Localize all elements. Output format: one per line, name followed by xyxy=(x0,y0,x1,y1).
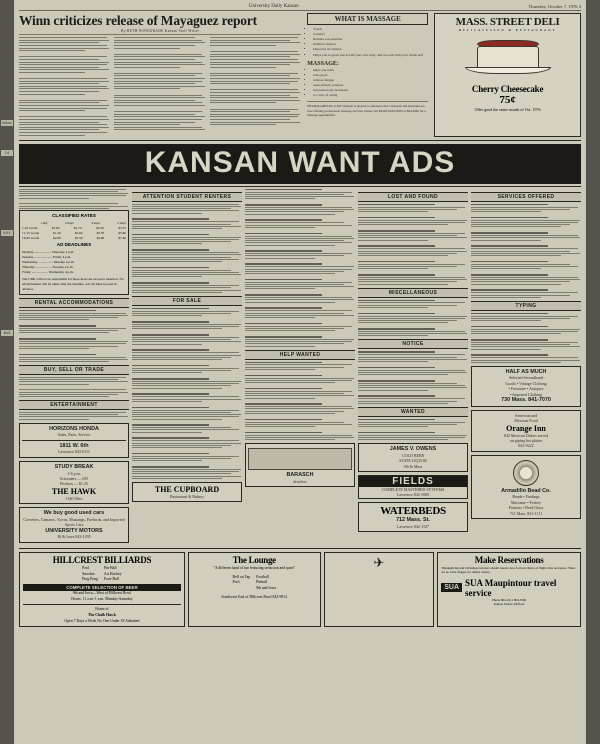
story-column xyxy=(210,37,301,137)
deli-subtitle: DELICATESSEN & RESTAURANT xyxy=(458,28,557,32)
edge-chip: Bell xyxy=(1,330,13,336)
list-item: • relieves fatigue xyxy=(313,78,428,83)
deli-offer-note: Offer good the entire month of Oct. 1976 xyxy=(474,107,541,112)
bottom-advertisement-strip xyxy=(19,548,581,628)
hillcrest-location: 9th and Iowa—West of Hillcrest Bowl xyxy=(72,590,132,595)
masthead-title: University Daily Kansan xyxy=(248,4,299,9)
half-as-much-title: HALF AS MUCH xyxy=(505,368,547,375)
lounge-title: The Lounge xyxy=(232,554,276,565)
travel-title: Make Reservations xyxy=(474,554,544,565)
hillcrest-item: Pool xyxy=(82,565,90,570)
owens-line-2: STATE LIQUOR xyxy=(399,458,427,464)
page-sheet xyxy=(14,0,586,744)
classified-column-2 xyxy=(132,189,242,546)
hillcrest-item: Pin-Ball xyxy=(103,565,117,570)
travel-location: Kansas Union, 4th floor xyxy=(493,602,525,607)
travel-copy: Thanksgiving and Christmas travelers should reserve now for best choice of flight, time and space. There are no extra charges for airline tickets. xyxy=(441,565,576,575)
barasch-subtitle: Jewelers xyxy=(293,478,307,484)
category-heading: FOR SALE xyxy=(132,296,242,306)
armadillo-address: 711 Mass. 841-1111 xyxy=(509,510,543,516)
barasch-ad[interactable] xyxy=(245,443,355,487)
half-as-much-ad[interactable] xyxy=(471,366,581,407)
list-item: • is a way of caring xyxy=(313,93,428,98)
hillcrest-hours: Hours: 11 a.m.-1 a.m. Monday-Saturday xyxy=(71,596,133,601)
sua-logo-icon: SUA xyxy=(441,583,462,592)
list-item: • Relieves tension xyxy=(313,42,423,47)
classified-intro xyxy=(19,189,129,209)
lead-story-columns xyxy=(19,37,301,137)
hawk-address: 1340 Ohio xyxy=(65,495,83,501)
orange-inn-line-4: 842 Mexican Dishes served xyxy=(503,432,549,438)
orange-inn-ad[interactable] xyxy=(471,410,581,452)
ad-listings xyxy=(245,362,355,441)
rate-value: $1.75 xyxy=(74,225,82,230)
barasch-illustration xyxy=(248,448,352,470)
table-row xyxy=(22,236,126,241)
classified-column-4 xyxy=(358,189,468,546)
top-news-block xyxy=(19,13,581,141)
rate-label: 1-10 words xyxy=(22,225,38,230)
owens-ad[interactable] xyxy=(358,443,468,472)
category-heading: SERVICES OFFERED xyxy=(471,192,581,202)
hillcrest-beer-line: COMPLETE SELECTION OF BEER xyxy=(23,584,181,591)
orange-inn-title: Orange Inn xyxy=(506,423,546,433)
hillcrest-item: Air Hockey xyxy=(103,571,122,576)
used-cars-title: We buy good used cars xyxy=(43,510,105,517)
used-cars-dealer: UNIVERSITY MOTORS xyxy=(45,527,103,534)
masthead-date: Thursday, October 7, 1976 3 xyxy=(528,4,581,9)
hawk-ad[interactable] xyxy=(19,461,129,504)
category-heading: BUY, SELL OR TRADE xyxy=(19,365,129,375)
rate-value: $2.50 xyxy=(96,225,104,230)
massage-footer: HEADQUARTERS at 804 Vermont is pleased to announce that a masseur and masseuse are now offering professional massage services. Please call READ MASTERS at 864-4696 for a massage appointment. xyxy=(307,101,428,117)
orange-inn-phone: 843-9222 xyxy=(518,443,534,449)
category-heading: MISCELLANEOUS xyxy=(358,288,468,298)
half-as-much-line-2: Goods • Vintage Clothing xyxy=(505,380,547,386)
fields-subtitle: COMPLETE MASTERED SYSTEMS xyxy=(381,487,445,493)
lounge-subtitle: "A different kind of bar featuring seclusion and quiet" xyxy=(213,565,296,570)
classified-column-3 xyxy=(245,189,355,546)
ad-listings xyxy=(471,313,581,363)
orange-inn-line-5: on piping hot platter xyxy=(509,437,543,443)
deli-item-price: 75¢ xyxy=(499,94,516,106)
fields-contact: Lawrence 842-1000 xyxy=(396,492,430,498)
ad-listings xyxy=(358,204,468,285)
rate-label: 11-15 words xyxy=(22,230,39,235)
honda-title: HORIZONS HONDA xyxy=(49,425,99,432)
list-item: • Helps you to get in touch with your own body, and in touch with your whole self xyxy=(313,53,423,58)
deadline-item: Thursday ................... Tuesday 4 p.m. xyxy=(22,264,74,269)
honda-ad[interactable] xyxy=(19,423,129,458)
lounge-item: Football xyxy=(256,574,269,579)
rate-value: $3.75 xyxy=(118,225,126,230)
armadillo-line-3: Patterns • Fired Glass xyxy=(508,505,544,511)
honda-address: 1811 W. 6th xyxy=(59,442,89,449)
rates-col-header: 2 days xyxy=(65,220,74,225)
list-item: • increases body awareness xyxy=(313,88,428,93)
rate-value: $1.50 xyxy=(53,230,61,235)
armadillo-title: Armadillo Bead Co. xyxy=(501,487,551,494)
travel-brand-name: SUA Maupintour travel service xyxy=(465,577,557,598)
honda-phone: Lawrence 843-0111 xyxy=(58,449,90,455)
deadline-item: Wednesday ................. Monday 4 p.m. xyxy=(22,259,75,264)
page-title: Winn criticizes release of Mayaguez report xyxy=(19,13,257,28)
lounge-item: Pool xyxy=(232,580,240,585)
list-item: • helps you relax xyxy=(313,68,428,73)
deadline-item: Monday .................... Thursday 4 p.m. xyxy=(22,250,75,255)
half-as-much-line-3: • Furniture • Antiques xyxy=(508,386,544,392)
fields-ad[interactable] xyxy=(358,475,468,499)
category-heading: HELP WANTED xyxy=(245,350,355,360)
ad-listings xyxy=(245,189,355,347)
ad-listings xyxy=(471,204,581,298)
classified-column-1 xyxy=(19,189,129,546)
hillcrest-item: Ping Pong xyxy=(82,577,98,582)
deadline-item: Tuesday ..................... Friday 4 p.m. xyxy=(22,255,72,260)
lounge-item: Pinball xyxy=(256,580,267,585)
hillcrest-item: Foos-Ball xyxy=(103,577,119,582)
cheesecake-illustration xyxy=(438,34,577,82)
rates-col-header: 1 day xyxy=(40,220,48,225)
rate-label: 16-20 words xyxy=(22,235,40,240)
waterbeds-title: WATERBEDS xyxy=(380,504,446,517)
classified-rates-box xyxy=(19,210,129,295)
massage-subtitle: MASSAGE: xyxy=(307,60,339,67)
deadline-heading: AD DEADLINES xyxy=(56,242,92,248)
plane-illustration-ad xyxy=(324,552,435,628)
ad-listings xyxy=(19,310,129,362)
honda-line-1: Sales, Parts, Service xyxy=(57,432,91,438)
lounge-item: 9th and Iowa xyxy=(256,585,276,590)
hillcrest-title: HILLCREST BILLIARDS xyxy=(52,554,152,565)
rate-value: $3.50 xyxy=(74,235,83,240)
owens-title: JAMES V. OWENS xyxy=(389,446,437,453)
edge-chip: 14 xyxy=(1,150,13,156)
rate-value: $3.70 xyxy=(96,230,105,235)
rate-value: $2.00 xyxy=(53,235,61,240)
rates-col-header: 3 days xyxy=(91,220,100,225)
waterbeds-ad[interactable] xyxy=(358,502,468,532)
owens-address: 9th & Mass xyxy=(403,463,423,469)
rate-value: $2.60 xyxy=(74,230,83,235)
rates-note: The UDK will not be responsible for more than one incorrect insertion. No advertisement will be taken after the deadline. All ads must be paid in advance. xyxy=(22,276,124,291)
waterbeds-address: 712 Mass. St. xyxy=(396,516,430,523)
half-as-much-address: 730 Mass. 841-7070 xyxy=(501,397,551,404)
rate-value: $4.90 xyxy=(96,235,105,240)
page-edge-left xyxy=(0,0,14,744)
orange-inn-line-1: American and xyxy=(514,412,538,418)
armadillo-ad[interactable] xyxy=(471,455,581,519)
cupboard-title: THE CUPBOARD xyxy=(154,484,220,494)
hawk-title: STUDY BREAK xyxy=(54,463,94,470)
hillcrest-billiards-ad[interactable] xyxy=(19,552,185,628)
list-item: • feels good xyxy=(313,73,428,78)
rate-value: $7.40 xyxy=(118,235,126,240)
used-cars-ad[interactable] xyxy=(19,507,129,543)
category-heading: ATTENTION STUDENT RENTERS xyxy=(132,192,242,202)
category-heading: RENTAL ACCOMMODATIONS xyxy=(19,298,129,308)
lounge-location: Southwest End of Hillcrest Bowl 842-9812 xyxy=(221,594,288,599)
list-item: • Comfort xyxy=(313,32,423,37)
rates-heading: CLASSIFIED RATES xyxy=(52,213,96,219)
deli-advertisement[interactable] xyxy=(434,13,581,137)
hawk-schooners: Schooners — 65¢ xyxy=(59,475,89,481)
hillcrest-item: Snooker xyxy=(82,571,95,576)
classifieds-section xyxy=(19,186,581,546)
chalk-hawk-name: The Chalk Hawk xyxy=(88,612,116,617)
travel-ad[interactable] xyxy=(437,552,581,628)
lounge-item: Bell on Tap xyxy=(232,574,251,579)
cupboard-ad[interactable] xyxy=(132,482,242,502)
lounge-ad[interactable] xyxy=(188,552,321,628)
plane-caption xyxy=(328,571,431,577)
lead-story xyxy=(19,13,301,137)
ad-listings xyxy=(19,412,129,420)
used-cars-makes: Corvettes, Camaros, Novas, Mustangs, Firebirds, and Imported Sports Cars xyxy=(23,516,125,528)
ad-listings xyxy=(19,377,129,397)
edge-chip: Mass xyxy=(2,120,12,125)
chalk-hawk-line-1: Home of xyxy=(95,607,109,612)
used-cars-contact: 36 & Iowa 843-1295 xyxy=(57,534,91,540)
deadline-item: Friday ................... Wednesday 4 p.m. xyxy=(22,269,74,274)
armadillo-logo-icon xyxy=(513,460,539,486)
category-heading: WANTED xyxy=(358,407,468,417)
ad-listings xyxy=(132,308,242,479)
half-as-much-line-1: Selected Secondhand xyxy=(508,375,544,381)
half-as-much-line-4: • Imported Clothing xyxy=(509,391,543,397)
barasch-title: BARASCH xyxy=(286,472,314,479)
travel-phone: Phone 864-1011 864-3506 xyxy=(492,597,527,602)
fields-title: FIELDS xyxy=(359,476,467,487)
massage-list-left xyxy=(307,27,423,58)
category-heading: LOST AND FOUND xyxy=(358,192,468,202)
chalk-hawk-hours: Open 7 Days a Week No One Under 18 Admitted xyxy=(64,618,140,623)
armadillo-line-1: Beads • Findings xyxy=(512,494,540,500)
want-ads-banner: KANSAN WANT ADS xyxy=(19,144,581,184)
hawk-pitchers: Pitchers — $1.25 xyxy=(60,481,88,487)
rates-col-header: 5 days xyxy=(117,220,126,225)
deli-name: MASS. STREET DELI xyxy=(455,16,560,28)
byline: By BETH WINOGRADE Kansan Staff Writer xyxy=(19,29,301,35)
hawk-hours: 1-6 p.m. xyxy=(67,470,81,476)
ad-listings xyxy=(358,300,468,337)
category-heading: ENTERTAINMENT xyxy=(19,400,129,410)
massage-title: WHAT IS MASSAGE xyxy=(307,13,428,25)
rate-value: $1.00 xyxy=(51,225,60,230)
ad-listings xyxy=(358,351,468,403)
waterbeds-contact: Lawrence 842-1107 xyxy=(397,523,429,529)
hawk-name: THE HAWK xyxy=(51,486,97,496)
edge-chip: KAY xyxy=(1,230,13,236)
orange-inn-line-2: Mexican Food xyxy=(514,418,538,424)
rate-value: $5.60 xyxy=(118,230,126,235)
story-column xyxy=(19,37,110,137)
airplane-icon: ✈ xyxy=(373,554,385,570)
owens-line-1: COLD BEER xyxy=(401,452,425,458)
masthead xyxy=(19,4,581,11)
cupboard-subtitle: Restaurant & Bakery xyxy=(170,493,204,499)
deli-item-name: Cherry Cheesecake xyxy=(471,84,544,94)
massage-list-right xyxy=(307,68,428,99)
massage-feature xyxy=(305,13,430,137)
ad-listings xyxy=(132,204,242,293)
list-item: • Improves circulation xyxy=(313,47,423,52)
classified-column-5 xyxy=(471,189,581,546)
list-item: • Relaxes sore muscles xyxy=(313,37,423,42)
ad-listings xyxy=(358,419,468,440)
category-heading: NOTICE xyxy=(358,339,468,349)
list-item: • Touch xyxy=(313,27,423,32)
story-column xyxy=(114,37,205,137)
category-heading: TYPING xyxy=(471,301,581,311)
travel-brand xyxy=(441,578,577,598)
list-item: • eases muscle soreness xyxy=(313,83,428,88)
page-edge-right xyxy=(586,0,600,744)
armadillo-line-2: Macrame • Pottery xyxy=(510,499,542,505)
